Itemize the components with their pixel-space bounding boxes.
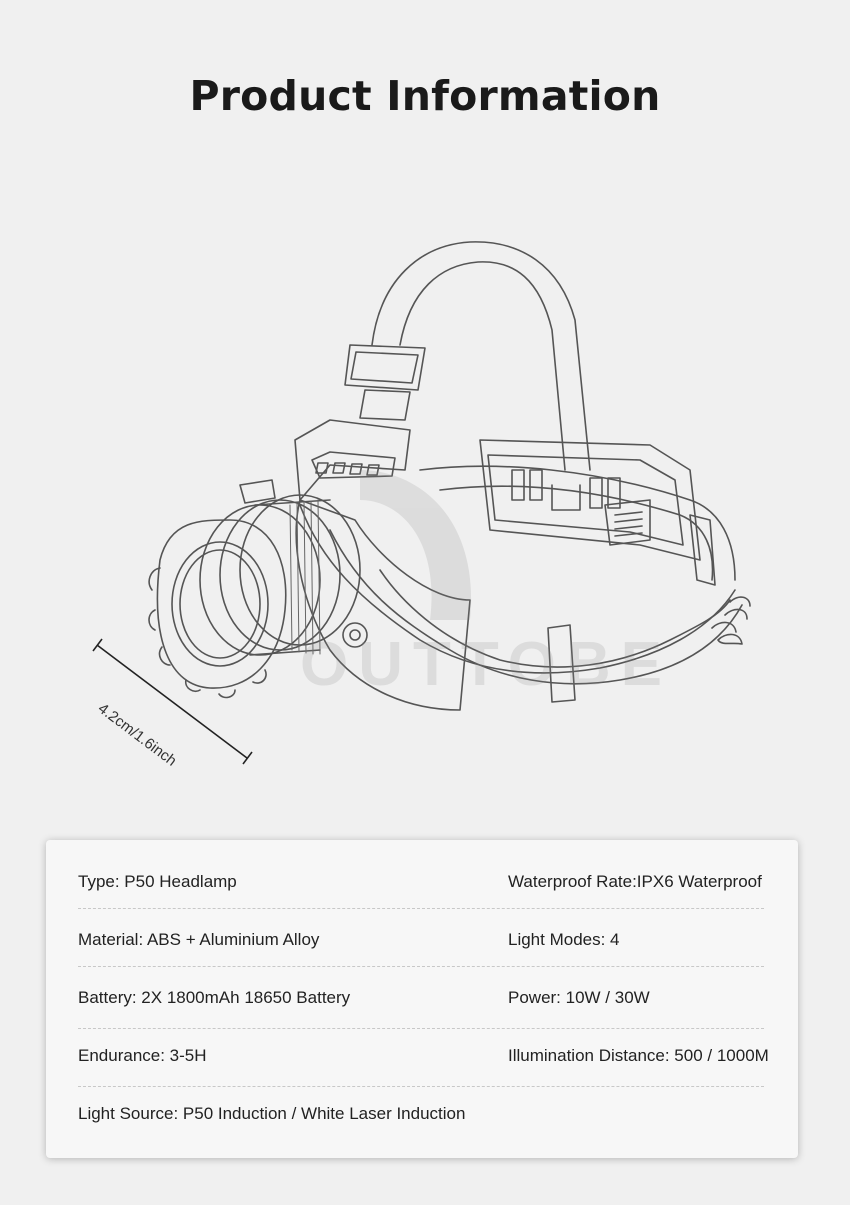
divider — [78, 1086, 764, 1087]
page-title: Product Information — [189, 72, 661, 120]
spec-light-modes: Light Modes: 4 — [508, 930, 620, 949]
spec-waterproof: Waterproof Rate:IPX6 Waterproof — [508, 872, 762, 891]
spec-material: Material: ABS + Aluminium Alloy — [78, 930, 320, 949]
spec-row — [78, 930, 778, 960]
spec-row — [78, 872, 778, 902]
watermark-text: OUTTOBE — [300, 630, 672, 699]
spec-card — [46, 840, 798, 1158]
spec-type: Type: P50 Headlamp — [78, 872, 237, 891]
spec-row — [78, 988, 778, 1018]
spec-power: Power: 10W / 30W — [508, 988, 650, 1007]
divider — [78, 908, 764, 909]
spec-endurance: Endurance: 3-5H — [78, 1046, 207, 1065]
spec-battery: Battery: 2X 1800mAh 18650 Battery — [78, 988, 351, 1007]
divider — [78, 1028, 764, 1029]
spec-row — [78, 1046, 778, 1076]
dimension-label: 4.2cm/1.6inch — [94, 700, 180, 770]
divider — [78, 966, 764, 967]
spec-row — [78, 1104, 778, 1134]
spec-illumination-distance: Illumination Distance: 500 / 1000M — [508, 1046, 769, 1065]
spec-light-source: Light Source: P50 Induction / White Laser Induction — [78, 1104, 466, 1123]
